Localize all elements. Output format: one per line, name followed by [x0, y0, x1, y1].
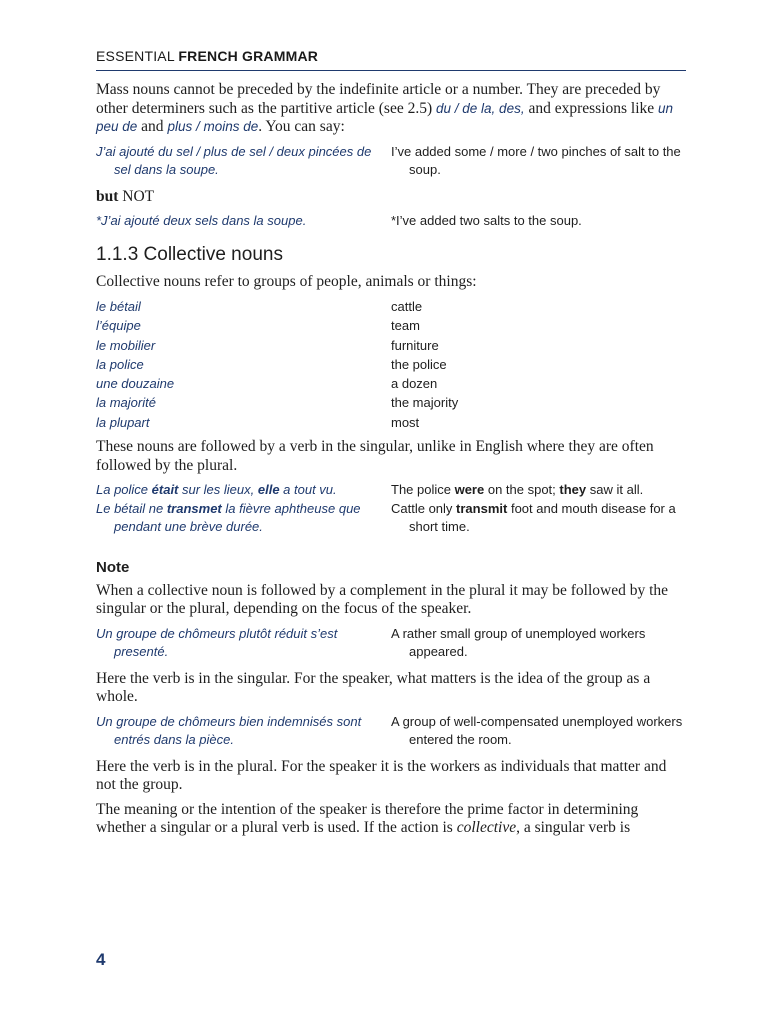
- page-content: [96, 81, 686, 844]
- note-paragraph: When a collective noun is followed by a complement in the plural it may be followed by the singular or the plural, depending on the focus of the speaker.: [96, 581, 669, 618]
- list-item: le bétail cattle: [96, 299, 423, 314]
- intro-paragraph: Mass nouns cannot be preceded by the indefinite article or a number. They are preceded by other determiners such as the partitive article (see 2.5) du / de la, des, and expressions like un peu de and plus / moins de. You can say:: [96, 81, 674, 135]
- example-english: I’ve added some / more / two pinches of salt to the soup.: [391, 143, 681, 177]
- but-not-label: but NOT: [96, 187, 155, 205]
- example-english: Cattle only transmit foot and mouth disease for a short time.: [391, 500, 676, 535]
- note-paragraph-singular: Here the verb is in the singular. For the speaker, what matters is the idea of the group as a whole.: [96, 669, 651, 706]
- example-salt: [96, 143, 686, 180]
- list-item: la plupart most: [96, 414, 420, 430]
- section-heading: 1.1.3 Collective nouns: [96, 243, 283, 265]
- list-item: l’équipe team: [96, 318, 420, 334]
- list-item: une douzaine a dozen: [96, 376, 438, 392]
- example-english: A group of well-compensated unemployed workers entered the room.: [391, 713, 683, 748]
- collective-noun-list: [96, 297, 686, 432]
- list-item: la majorité the majority: [96, 395, 459, 411]
- example-group-plural: [96, 713, 686, 750]
- note-heading: Note: [96, 558, 130, 576]
- example-english: The police were on the spot; they saw it all.: [391, 482, 644, 498]
- note-paragraph-conclusion: The meaning or the intention of the speaker is therefore the prime factor in determining whether a singular or a plural verb is used. If the action is collective, a singular verb is: [96, 800, 639, 837]
- singular-paragraph: These nouns are followed by a verb in the singular, unlike in English where they are often followed by the plural.: [96, 438, 654, 474]
- example-french: J’ai ajouté du sel / plus de sel / deux pincées de sel dans la soupe.: [96, 143, 372, 177]
- example-english: A rather small group of unemployed workers appeared.: [391, 625, 646, 660]
- example-french: Un groupe de chômeurs plutôt réduit s’est presenté.: [96, 625, 338, 660]
- header-brand: FRENCH GRAMMAR: [178, 48, 319, 64]
- note-paragraph-plural: Here the verb is in the plural. For the speaker it is the workers as individuals that matter and not the group.: [96, 757, 667, 794]
- running-header: [96, 48, 686, 64]
- example-police: [96, 481, 686, 537]
- example-french: Le bétail ne transmet la fièvre aphtheuse que pendant une brève durée.: [96, 500, 361, 535]
- example-french: *J’ai ajouté deux sels dans la soupe.: [96, 213, 307, 228]
- list-item: la police the police: [96, 356, 447, 372]
- header-rule: [96, 70, 686, 71]
- example-group-singular: [96, 625, 686, 662]
- header-prefix: ESSENTIAL: [96, 48, 175, 64]
- collective-intro: Collective nouns refer to groups of people, animals or things:: [96, 272, 477, 290]
- example-english: *I’ve added two salts to the soup.: [391, 213, 582, 228]
- example-french: La police était sur les lieux, elle a tout vu.: [96, 482, 337, 498]
- example-incorrect: [96, 212, 686, 231]
- list-item: le mobilier furniture: [96, 337, 439, 353]
- example-french: Un groupe de chômeurs bien indemnisés sont entrés dans la pièce.: [96, 713, 362, 748]
- page-number: 4: [96, 950, 106, 969]
